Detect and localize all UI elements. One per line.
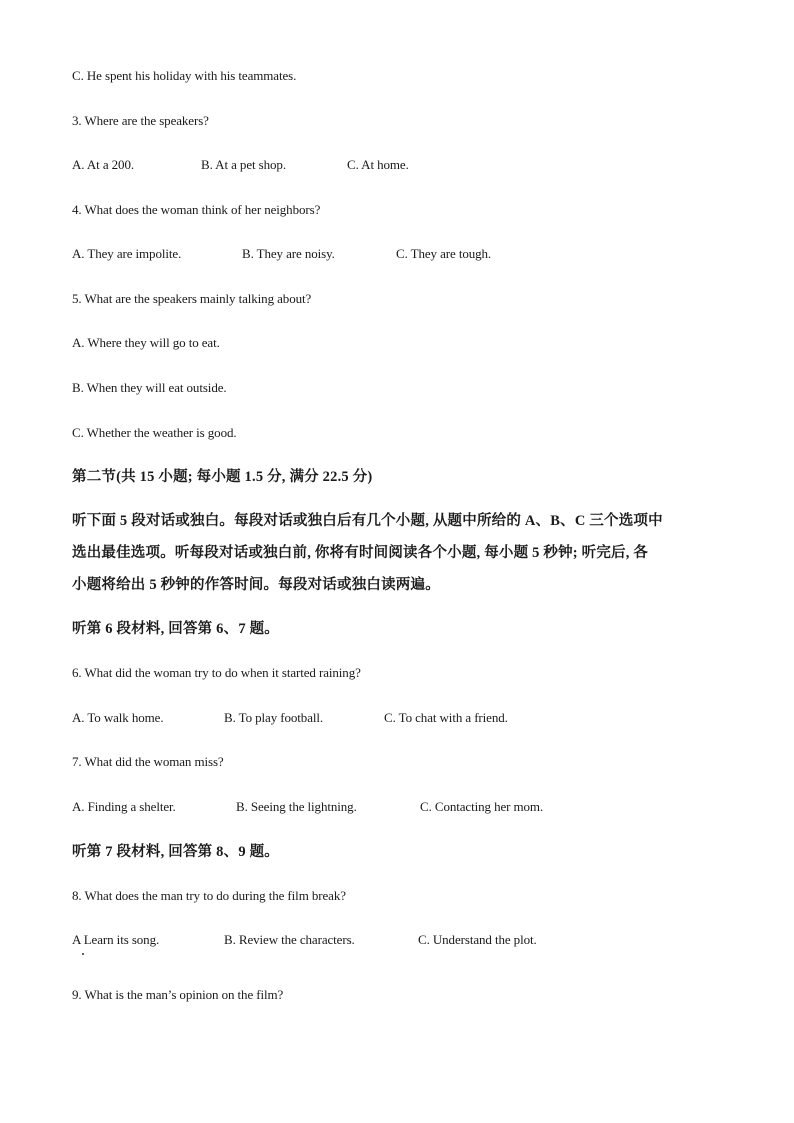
q6-option-b: B. To play football. <box>224 710 324 725</box>
q5-option-b: B. When they will eat outside. <box>72 380 227 395</box>
question-6: 6. What did the woman try to do when it started raining? <box>72 665 361 680</box>
q4-option-b: B. They are noisy. <box>242 246 335 261</box>
q7-option-c: C. Contacting her mom. <box>420 799 544 814</box>
q4-option-a: A. They are impolite. <box>72 246 182 261</box>
q3-option-a: A. At a 200. <box>72 157 134 172</box>
segment-6-heading: 听第 6 段材料, 回答第 6、7 题。 <box>72 621 279 637</box>
stray-mark <box>82 953 84 955</box>
segment-7-heading: 听第 7 段材料, 回答第 8、9 题。 <box>72 844 279 860</box>
section-heading: 第二节(共 15 小题; 每小题 1.5 分, 满分 22.5 分) <box>72 469 373 485</box>
question-3: 3. Where are the speakers? <box>72 113 209 128</box>
instructions-line-3: 小题将给出 5 秒钟的作答时间。每段对话或独白读两遍。 <box>72 577 440 593</box>
q7-option-a: A. Finding a shelter. <box>72 799 176 814</box>
q2-option-c: C. He spent his holiday with his teammates. <box>72 68 297 83</box>
q5-option-c: C. Whether the weather is good. <box>72 425 237 440</box>
question-5: 5. What are the speakers mainly talking about? <box>72 291 312 306</box>
q6-option-a: A. To walk home. <box>72 710 164 725</box>
q8-option-c: C. Understand the plot. <box>418 932 537 947</box>
q5-option-a: A. Where they will go to eat. <box>72 335 220 350</box>
question-7: 7. What did the woman miss? <box>72 754 224 769</box>
q7-option-b: B. Seeing the lightning. <box>236 799 357 814</box>
q8-option-b: B. Review the characters. <box>224 932 355 947</box>
instructions-line-2: 选出最佳选项。听每段对话或独白前, 你将有时间阅读各个小题, 每小题 5 秒钟; 听完后, 各 <box>72 545 649 561</box>
q3-option-c: C. At home. <box>347 157 409 172</box>
q4-option-c: C. They are tough. <box>396 246 492 261</box>
question-4: 4. What does the woman think of her neighbors? <box>72 202 321 217</box>
q3-option-b: B. At a pet shop. <box>201 157 286 172</box>
q6-option-c: C. To chat with a friend. <box>384 710 508 725</box>
question-9: 9. What is the man’s opinion on the film? <box>72 987 284 1002</box>
question-8: 8. What does the man try to do during the film break? <box>72 888 346 903</box>
instructions-line-1: 听下面 5 段对话或独白。每段对话或独白后有几个小题, 从题中所给的 A、B、C 三个选项中 <box>72 513 663 529</box>
q8-option-a: A Learn its song. <box>72 932 160 947</box>
